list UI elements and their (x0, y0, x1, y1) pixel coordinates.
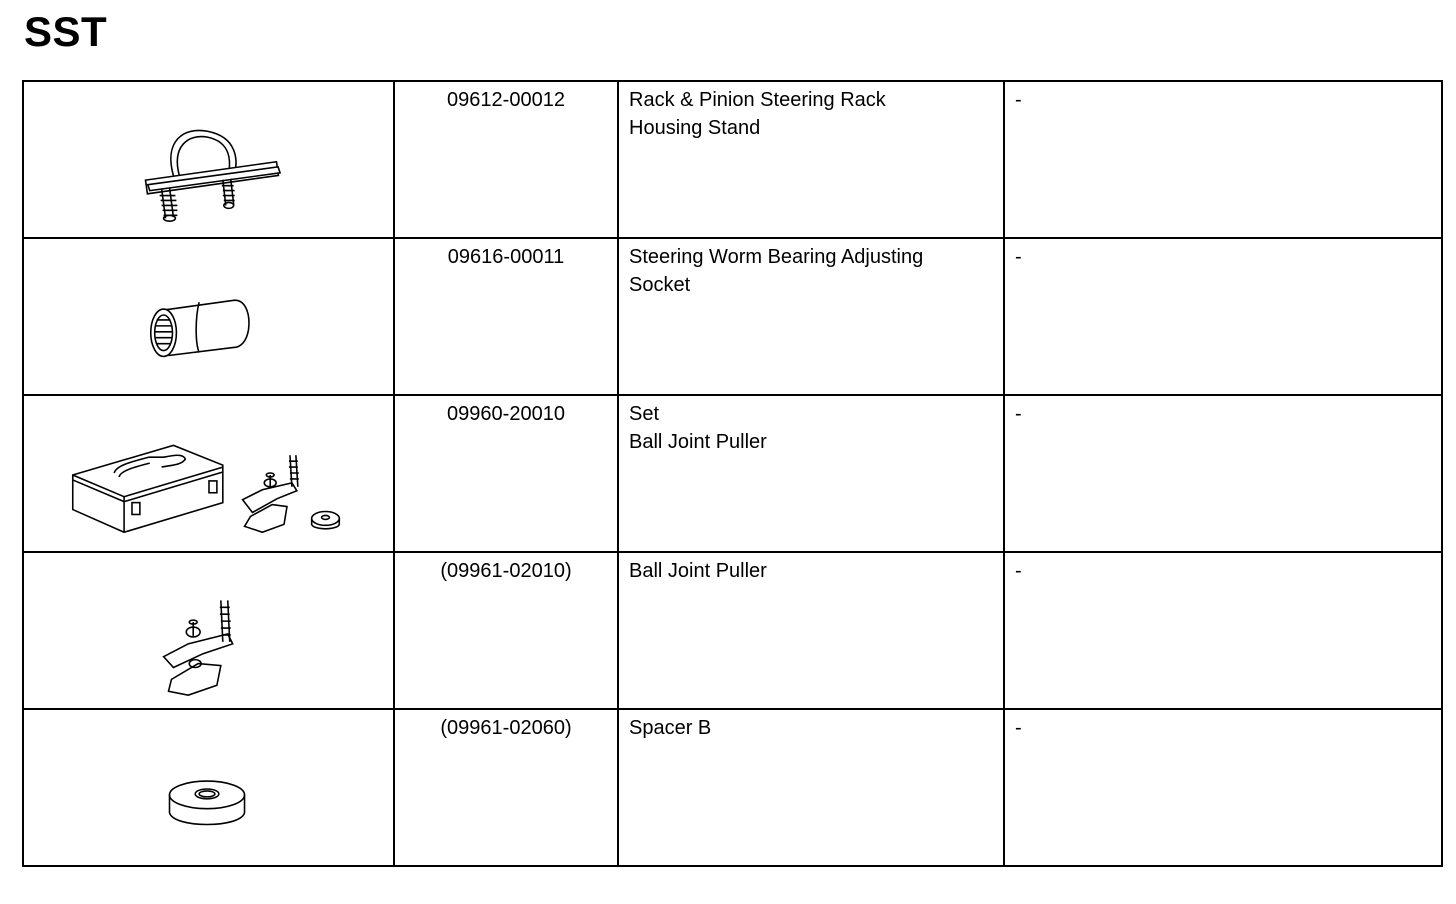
tool-name-cell (618, 552, 1004, 709)
tool-name: Steering Worm Bearing Adjusting Socket (629, 246, 924, 296)
part-number: 09616-00011 (447, 246, 565, 268)
part-number-cell (394, 552, 618, 709)
part-number-cell (394, 709, 618, 866)
tool-illustration-cell (23, 238, 394, 395)
page-title: SST (24, 8, 108, 55)
part-number: (09961-02060) (440, 717, 572, 739)
note-cell (1004, 709, 1442, 866)
part-number: 09612-00012 (447, 89, 565, 111)
tool-name-cell (618, 395, 1004, 552)
part-number-cell (394, 238, 618, 395)
tool-name: Rack & Pinion Steering Rack Housing Stand (629, 89, 886, 139)
note-cell (1004, 81, 1442, 238)
ball-joint-puller-icon (24, 553, 393, 708)
note-cell (1004, 238, 1442, 395)
table-row (23, 238, 1442, 395)
adjusting-socket-icon (24, 239, 393, 394)
part-number-cell (394, 81, 618, 238)
tool-name: Spacer B (629, 717, 712, 739)
spacer-icon (24, 710, 393, 865)
note: - (1015, 246, 1022, 268)
note: - (1015, 89, 1022, 111)
sst-table (22, 80, 1443, 867)
table-row (23, 709, 1442, 866)
tool-illustration-cell (23, 395, 394, 552)
note-cell (1004, 552, 1442, 709)
table-row (23, 552, 1442, 709)
note: - (1015, 717, 1022, 739)
note-cell (1004, 395, 1442, 552)
tool-name: Ball Joint Puller (629, 560, 767, 582)
note: - (1015, 403, 1022, 425)
tool-illustration-cell (23, 81, 394, 238)
tool-name-cell (618, 709, 1004, 866)
table-row (23, 395, 1442, 552)
part-number: (09961-02010) (440, 560, 572, 582)
tool-name-cell (618, 81, 1004, 238)
part-number-cell (394, 395, 618, 552)
ball-joint-puller-set-icon (24, 396, 393, 551)
tool-name-cell (618, 238, 1004, 395)
table-row (23, 81, 1442, 238)
tool-name: Set Ball Joint Puller (629, 403, 767, 453)
tool-illustration-cell (23, 552, 394, 709)
tool-illustration-cell (23, 709, 394, 866)
rack-housing-stand-icon (24, 82, 393, 237)
note: - (1015, 560, 1022, 582)
part-number: 09960-20010 (447, 403, 565, 425)
